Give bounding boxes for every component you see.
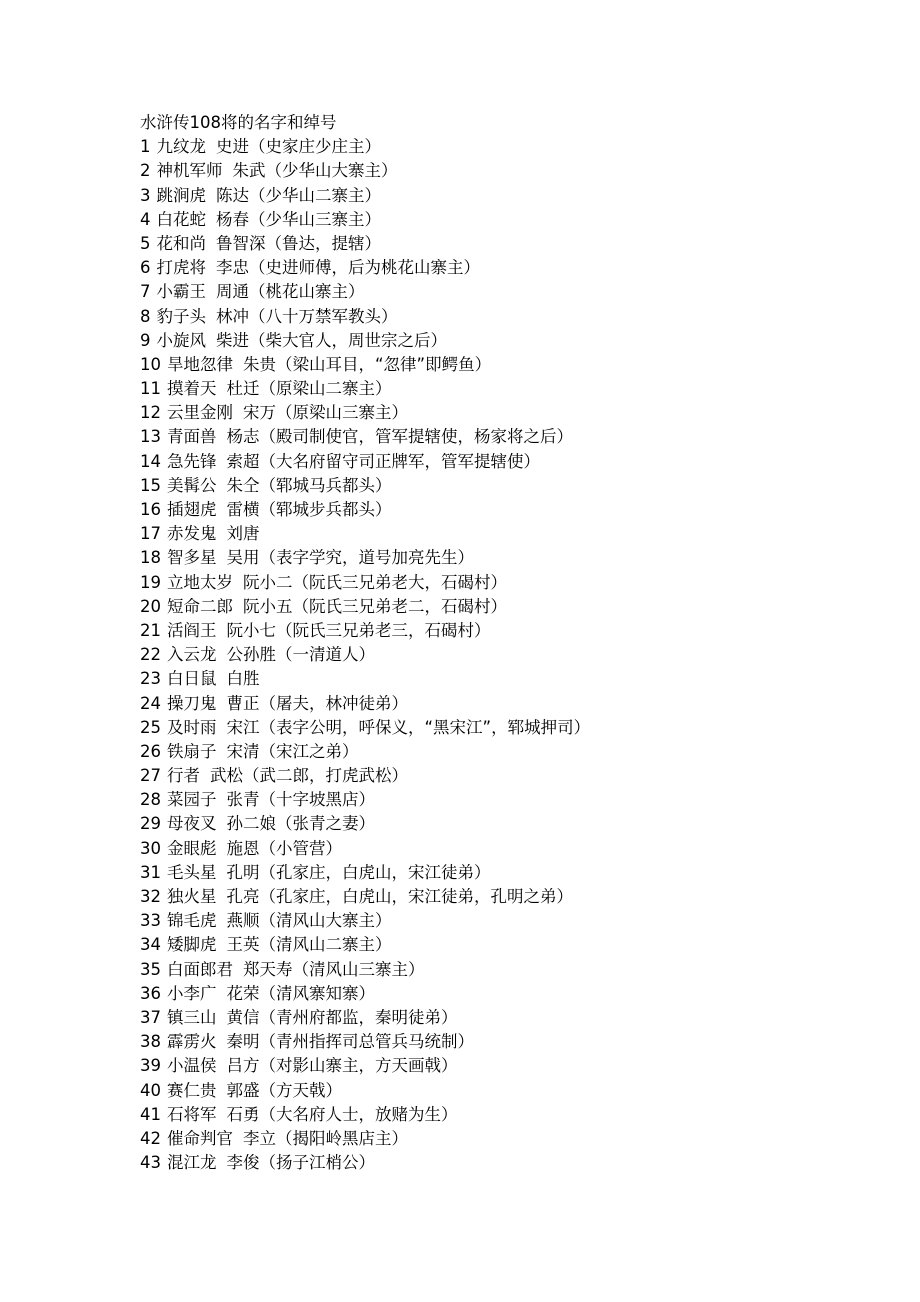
list-item bbox=[140, 1151, 900, 1175]
entry-nickname: 白面郎君 bbox=[167, 959, 233, 979]
entry-number: 27 bbox=[140, 766, 161, 786]
list-item bbox=[140, 619, 900, 643]
list-item bbox=[140, 861, 900, 885]
entry-nickname: 毛头星 bbox=[167, 862, 217, 882]
entry-number: 14 bbox=[140, 451, 161, 471]
entry-nickname: 摸着天 bbox=[167, 379, 217, 399]
list-item bbox=[140, 450, 900, 474]
list-item bbox=[140, 643, 900, 667]
entry-detail: 阮小七（阮氏三兄弟老三，石碣村） bbox=[226, 620, 491, 640]
entry-detail: 杜迁（原梁山二寨主） bbox=[226, 379, 392, 399]
list-item bbox=[140, 280, 900, 304]
entry-nickname: 九纹龙 bbox=[156, 137, 206, 157]
entry-detail: 郭盛（方天戟） bbox=[226, 1080, 342, 1100]
entry-number: 38 bbox=[140, 1032, 161, 1052]
entry-detail: 阮小五（阮氏三兄弟老二，石碣村） bbox=[243, 596, 507, 616]
entry-nickname: 铁扇子 bbox=[167, 741, 217, 761]
entry-detail: 武松（武二郎，打虎武松） bbox=[210, 766, 408, 786]
list-item bbox=[140, 909, 900, 933]
entry-number: 1 bbox=[140, 137, 151, 157]
entry-detail: 张青（十字坡黑店） bbox=[226, 790, 375, 810]
entry-detail: 孔明（孔家庄，白虎山，宋江徒弟） bbox=[226, 862, 491, 882]
entry-number: 18 bbox=[140, 548, 161, 568]
entry-number: 19 bbox=[140, 572, 161, 592]
entry-detail: 朱仝（郓城马兵都头） bbox=[226, 475, 392, 495]
entry-nickname: 美髯公 bbox=[167, 475, 217, 495]
list-item bbox=[140, 933, 900, 957]
entry-nickname: 赤发鬼 bbox=[167, 524, 217, 544]
entry-nickname: 小李广 bbox=[167, 983, 217, 1003]
entry-nickname: 操刀鬼 bbox=[167, 693, 217, 713]
list-item bbox=[140, 1006, 900, 1030]
list-item bbox=[140, 837, 900, 861]
entry-number: 2 bbox=[140, 161, 151, 181]
list-item bbox=[140, 305, 900, 329]
entry-number: 37 bbox=[140, 1007, 161, 1027]
list-item bbox=[140, 571, 900, 595]
entry-number: 17 bbox=[140, 524, 161, 544]
entry-nickname: 入云龙 bbox=[167, 645, 217, 665]
entry-nickname: 锦毛虎 bbox=[167, 911, 217, 931]
entry-number: 23 bbox=[140, 669, 161, 689]
entry-number: 15 bbox=[140, 475, 161, 495]
entry-detail: 李忠（史进师傅，后为桃花山寨主） bbox=[216, 258, 480, 278]
document-title: 水浒传108将的名字和绰号 bbox=[140, 113, 337, 132]
entry-number: 8 bbox=[140, 306, 151, 326]
entry-nickname: 母夜叉 bbox=[167, 814, 217, 834]
list-item bbox=[140, 1030, 900, 1054]
entry-nickname: 跳涧虎 bbox=[156, 185, 206, 205]
entry-detail: 公孙胜（一清道人） bbox=[226, 645, 375, 665]
list-item bbox=[140, 522, 900, 546]
entry-detail: 宋清（宋江之弟） bbox=[226, 741, 359, 761]
list-item bbox=[140, 1054, 900, 1078]
entry-detail: 王英（清风山二寨主） bbox=[226, 935, 392, 955]
entry-detail: 周通（桃花山寨主） bbox=[216, 282, 365, 302]
entry-detail: 刘唐 bbox=[226, 524, 260, 544]
entry-detail: 吕方（对影山寨主，方天画戟） bbox=[226, 1056, 458, 1076]
entry-number: 12 bbox=[140, 403, 161, 423]
entry-detail: 郑天寿（清风山三寨主） bbox=[243, 959, 425, 979]
entry-number: 4 bbox=[140, 209, 151, 229]
entry-nickname: 云里金刚 bbox=[167, 403, 233, 423]
entry-number: 26 bbox=[140, 741, 161, 761]
entry-detail: 鲁智深（鲁达，提辖） bbox=[216, 233, 381, 253]
list-item bbox=[140, 1127, 900, 1151]
entry-nickname: 菜园子 bbox=[167, 790, 217, 810]
entry-nickname: 立地太岁 bbox=[167, 572, 233, 592]
entry-number: 35 bbox=[140, 959, 161, 979]
entry-detail: 柴进（柴大官人，周世宗之后） bbox=[216, 330, 447, 350]
entry-nickname: 打虎将 bbox=[156, 258, 206, 278]
list-item bbox=[140, 982, 900, 1006]
entry-nickname: 小温侯 bbox=[167, 1056, 217, 1076]
entry-number: 13 bbox=[140, 427, 161, 447]
list-item bbox=[140, 425, 900, 449]
entry-number: 5 bbox=[140, 233, 151, 253]
entry-nickname: 智多星 bbox=[167, 548, 217, 568]
entry-number: 41 bbox=[140, 1104, 161, 1124]
entry-nickname: 花和尚 bbox=[156, 233, 206, 253]
list-item bbox=[140, 474, 900, 498]
entry-detail: 宋江（表字公明，呼保义，“黑宋江”，郓城押司） bbox=[226, 717, 591, 737]
document-body bbox=[140, 111, 900, 1175]
entry-number: 36 bbox=[140, 983, 161, 1003]
list-item bbox=[140, 740, 900, 764]
entry-nickname: 催命判官 bbox=[167, 1128, 233, 1148]
list-item bbox=[140, 498, 900, 522]
list-item bbox=[140, 1103, 900, 1127]
list-item bbox=[140, 958, 900, 982]
entry-detail: 朱武（少华山大寨主） bbox=[232, 161, 398, 181]
entry-nickname: 行者 bbox=[167, 766, 200, 786]
entry-nickname: 青面兽 bbox=[167, 427, 217, 447]
entry-number: 39 bbox=[140, 1056, 161, 1076]
entry-number: 16 bbox=[140, 500, 161, 519]
list-item bbox=[140, 716, 900, 740]
entry-nickname: 旱地忽律 bbox=[167, 354, 233, 374]
list-item bbox=[140, 546, 900, 570]
entry-detail: 吴用（表字学究，道号加亮先生） bbox=[226, 548, 474, 568]
entry-number: 10 bbox=[140, 354, 161, 374]
list-item bbox=[140, 135, 900, 159]
entry-detail: 李俊（扬子江梢公） bbox=[226, 1153, 375, 1173]
entry-number: 29 bbox=[140, 814, 161, 834]
list-item bbox=[140, 208, 900, 232]
entry-detail: 白胜 bbox=[226, 669, 260, 689]
entry-number: 30 bbox=[140, 838, 161, 858]
entry-nickname: 神机军师 bbox=[156, 161, 223, 181]
entry-nickname: 矮脚虎 bbox=[167, 935, 217, 955]
entry-detail: 花荣（清风寨知寨） bbox=[226, 983, 375, 1003]
entry-number: 21 bbox=[140, 620, 161, 640]
entry-detail: 施恩（小管营） bbox=[226, 838, 342, 858]
entry-detail: 杨志（殿司制使官，管军提辖使，杨家将之后） bbox=[226, 427, 573, 447]
entry-nickname: 混江龙 bbox=[167, 1153, 217, 1173]
entry-detail: 阮小二（阮氏三兄弟老大，石碣村） bbox=[243, 572, 507, 592]
entry-detail: 宋万（原梁山三寨主） bbox=[243, 403, 408, 423]
list-item bbox=[140, 256, 900, 280]
entry-nickname: 插翅虎 bbox=[167, 500, 217, 519]
list-item bbox=[140, 184, 900, 208]
entry-number: 6 bbox=[140, 258, 151, 278]
entry-nickname: 及时雨 bbox=[167, 717, 217, 737]
list-item bbox=[140, 812, 900, 836]
list-item bbox=[140, 1079, 900, 1103]
entry-number: 24 bbox=[140, 693, 161, 713]
entry-nickname: 小旋风 bbox=[156, 330, 206, 350]
entry-nickname: 白日鼠 bbox=[167, 669, 217, 689]
entry-number: 28 bbox=[140, 790, 161, 810]
entry-detail: 秦明（青州指挥司总管兵马统制） bbox=[226, 1032, 474, 1052]
list-item bbox=[140, 329, 900, 353]
list-item bbox=[140, 667, 900, 691]
list-item bbox=[140, 401, 900, 425]
list-item bbox=[140, 885, 900, 909]
list-item bbox=[140, 788, 900, 812]
entry-nickname: 石将军 bbox=[167, 1104, 217, 1124]
entry-detail: 孔亮（孔家庄，白虎山，宋江徒弟，孔明之弟） bbox=[226, 887, 573, 906]
entry-nickname: 豹子头 bbox=[156, 306, 206, 326]
entry-nickname: 霹雳火 bbox=[167, 1032, 217, 1052]
entry-number: 40 bbox=[140, 1080, 161, 1100]
entry-number: 25 bbox=[140, 717, 161, 737]
list-item bbox=[140, 353, 900, 377]
list-item bbox=[140, 232, 900, 256]
entry-detail: 石勇（大名府人士，放赌为生） bbox=[226, 1104, 458, 1124]
entry-number: 33 bbox=[140, 911, 161, 931]
entry-detail: 陈达（少华山二寨主） bbox=[216, 185, 381, 205]
entry-detail: 燕顺（清风山大寨主） bbox=[226, 911, 392, 931]
list-item bbox=[140, 377, 900, 401]
entry-detail: 曹正（屠夫，林冲徒弟） bbox=[226, 693, 408, 713]
entry-number: 22 bbox=[140, 645, 161, 665]
entry-number: 32 bbox=[140, 887, 161, 906]
entry-detail: 雷横（郓城步兵都头） bbox=[226, 500, 392, 519]
entry-detail: 史进（史家庄少庄主） bbox=[216, 137, 381, 157]
list-item bbox=[140, 692, 900, 716]
entry-nickname: 镇三山 bbox=[167, 1007, 217, 1027]
entry-detail: 朱贵（梁山耳目，“忽律”即鳄鱼） bbox=[243, 354, 492, 374]
entry-nickname: 白花蛇 bbox=[156, 209, 206, 229]
entry-detail: 索超（大名府留守司正牌军，管军提辖使） bbox=[226, 451, 540, 471]
list-item bbox=[140, 764, 900, 788]
entry-detail: 李立（揭阳岭黑店主） bbox=[243, 1128, 408, 1148]
list-item bbox=[140, 159, 900, 183]
entry-number: 20 bbox=[140, 596, 161, 616]
entry-nickname: 活阎王 bbox=[167, 620, 217, 640]
entry-number: 43 bbox=[140, 1153, 161, 1173]
entry-number: 31 bbox=[140, 862, 161, 882]
entry-number: 11 bbox=[140, 379, 161, 399]
entry-number: 3 bbox=[140, 185, 151, 205]
entry-detail: 孙二娘（张青之妻） bbox=[226, 814, 375, 834]
entry-number: 42 bbox=[140, 1128, 161, 1148]
list-item bbox=[140, 595, 900, 619]
entry-nickname: 急先锋 bbox=[167, 451, 217, 471]
entry-nickname: 独火星 bbox=[167, 887, 217, 906]
entry-detail: 黄信（青州府都监，秦明徒弟） bbox=[226, 1007, 458, 1027]
entry-nickname: 小霸王 bbox=[156, 282, 206, 302]
entry-number: 7 bbox=[140, 282, 151, 302]
entry-nickname: 赛仁贵 bbox=[167, 1080, 217, 1100]
entry-list bbox=[140, 135, 900, 1175]
entry-nickname: 短命二郎 bbox=[167, 596, 233, 616]
entry-nickname: 金眼彪 bbox=[167, 838, 217, 858]
entry-detail: 杨春（少华山三寨主） bbox=[216, 209, 381, 229]
entry-number: 9 bbox=[140, 330, 151, 350]
entry-detail: 林冲（八十万禁军教头） bbox=[216, 306, 398, 326]
entry-number: 34 bbox=[140, 935, 161, 955]
